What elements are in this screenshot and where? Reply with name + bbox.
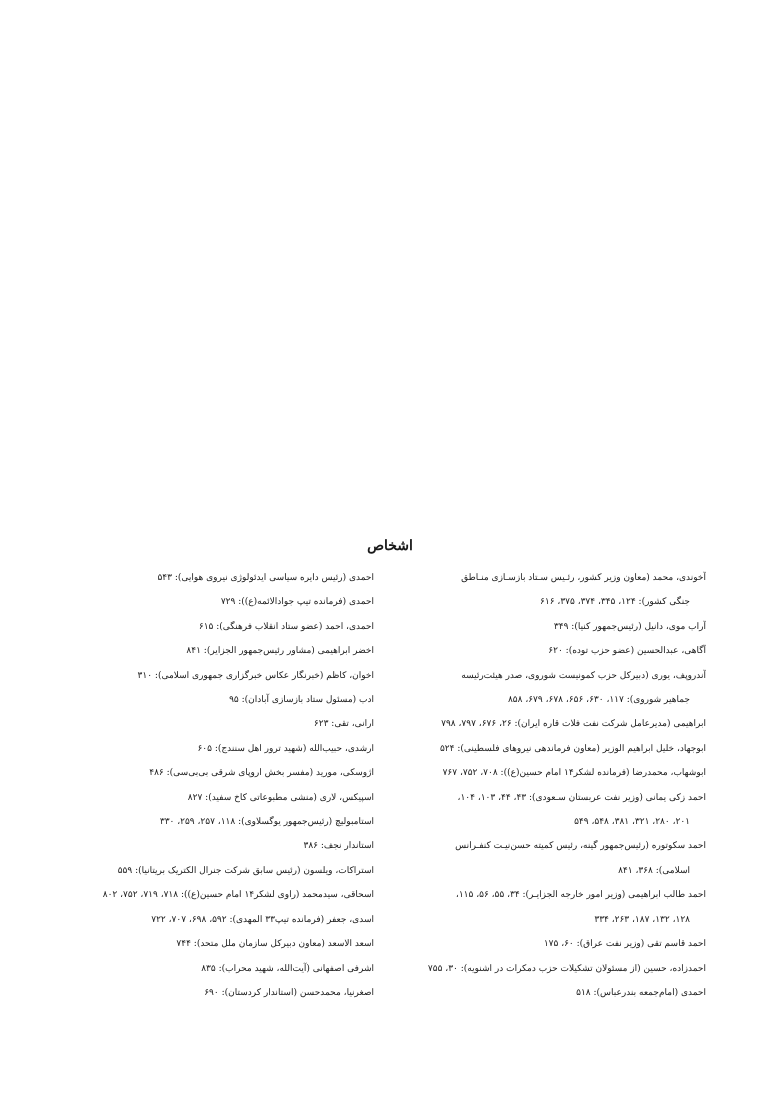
index-entry-line: اسپیکس، لاری (منشی مطبوعاتی کاخ سفید): ۸۲۷ [187, 792, 374, 803]
index-entry-line: احمدی (امام‌جمعه بندرعباس): ۵۱۸ [576, 987, 706, 998]
index-entry-line: ارانی، تقی: ۶۲۳ [313, 719, 374, 730]
index-entry-line: احمدی (رئیس دایره سیاسی ایدئولوژی نیروی هوایی): ۵۴۳ [157, 573, 374, 583]
index-entry-line: احمد قاسم تقی (وزیر نفت عراق): ۶۰، ۱۷۵ [543, 939, 706, 950]
index-column-right [412, 566, 706, 1005]
index-entry-line: اسحاقی، سیدمحمد (راوی لشکر۱۴ امام حسین(ع)): ۷۱۸، ۷۱۹، ۷۵۲، ۸۰۲ [102, 890, 374, 901]
index-entry-line: ارشدی، حبیب‌الله (شهید ترور اهل سنندج): ۶۰۵ [197, 743, 374, 754]
index-entry-line: احمد سکوتوره (رئیس‌جمهور گینه، رئیس کمیته حسن‌نیـت کنفـرانس [455, 841, 706, 852]
index-entry-line: آخوندی، محمد (معاون وزیر کشور، رئـیس سـتاد بازسـازی منـاطق [461, 573, 706, 583]
index-entry-line: جماهیر شوروی): ۱۱۷، ۶۳۰، ۶۵۶، ۶۷۸، ۶۷۹، ۸۵۸ [507, 695, 690, 706]
index-entry-line: آگاهی، عبدالحسین (عضو حزب توده): ۶۲۰ [548, 646, 706, 657]
index-entry-line: اژوسکی، مورید (مفسر بخش اروپای شرقی بی‌بی‌سی): ۴۸۶ [149, 768, 374, 779]
index-entry-line: احمدزاده، حسین (از مسئولان تشکیلات حزب دمکرات در اشنویه): ۳۰، ۷۵۵ [427, 963, 706, 974]
index-entry-line: آراب موی، دانیل (رئیس‌جمهور کنیا): ۳۴۹ [553, 621, 706, 632]
index-entry-line: ابراهیمی (مدیرعامل شرکت نفت فلات قاره ایران): ۲۶، ۶۷۶، ۷۹۷، ۷۹۸ [441, 719, 706, 730]
index-entry-line: استراکات، ویلسون (رئیس سابق شرکت جنرال الکتریک بریتانیا): ۵۵۹ [117, 865, 374, 876]
index-entry-line: اسدی، جعفر (فرمانده تیپ۳۳ المهدی): ۵۹۲، ۶۹۸، ۷۰۷، ۷۲۲ [151, 914, 374, 925]
index-entry-line: استاندار نجف: ۳۸۶ [303, 841, 374, 852]
page-title: اشخاص [367, 538, 413, 554]
index-entry-line: ادب (مسئول ستاد بازسازی آبادان): ۹۵ [229, 695, 374, 706]
index-entry-line: اخوان، کاظم (خبرنگار عکاس خبرگزاری جمهوری اسلامی): ۳۱۰ [137, 670, 374, 681]
index-entry-line: اشرفی اصفهانی (آیت‌الله، شهید محراب): ۸۳۵ [201, 963, 374, 974]
index-entry-line: ۲۰۱، ۲۸۰، ۳۲۱، ۳۸۱، ۵۴۸، ۵۴۹ [574, 817, 690, 828]
index-entry-line: ابوشهاب، محمدرضا (فرمانده لشکر۱۴ امام حسین(ع)): ۷۰۸، ۷۵۲، ۷۶۷ [442, 768, 706, 779]
index-entry-line: احمدی، احمد (عضو ستاد انقلاب فرهنگی): ۶۱۵ [198, 621, 374, 632]
index-column-left [96, 566, 374, 1005]
index-entry-line: ابوجهاد، خلیل ابراهیم الوزیر (معاون فرماندهی نیروهای فلسطینی): ۵۲۴ [439, 743, 706, 754]
index-entry-line: استامبولیچ (رئیس‌جمهور یوگسلاوی): ۱۱۸، ۲۵۷، ۲۵۹، ۳۳۰ [159, 817, 374, 828]
index-entry-line: اسعد الاسعد (معاون دبیرکل سازمان ملل متحد): ۷۴۴ [176, 939, 374, 950]
index-entry-line: اصغرنیا، محمدحسن (استاندار کردستان): ۶۹۰ [204, 987, 374, 998]
index-entry-line: احمد زکی یمانی (وزیر نفت عربستان سـعودی): ۴۳، ۴۴، ۱۰۳، ۱۰۴، [457, 792, 706, 803]
index-entry-line: اسلامی): ۳۶۸، ۸۴۱ [618, 865, 690, 876]
index-entry-line: احمدی (فرمانده تیپ جوادالائمه(ع)): ۷۲۹ [220, 597, 374, 608]
index-entry-line: ۱۲۸، ۱۳۲، ۱۸۷، ۲۶۳، ۳۳۴ [594, 914, 690, 925]
index-entry-line: آندروپف، یوری (دبیرکل حزب کمونیست شوروی، صدر هیئت‌رئیسه [461, 670, 706, 681]
index-entry-line: اخضر ابراهیمی (مشاور رئیس‌جمهور الجزایر): ۸۴۱ [186, 646, 374, 657]
index-entry-line: احمد طالب ابراهیمی (وزیر امور خارجه الجزایـر): ۳۴، ۵۵، ۵۶، ۱۱۵، [455, 890, 706, 901]
index-entry-line: جنگی کشور): ۱۲۴، ۳۴۵، ۳۷۴، ۳۷۵، ۶۱۶ [540, 597, 690, 608]
